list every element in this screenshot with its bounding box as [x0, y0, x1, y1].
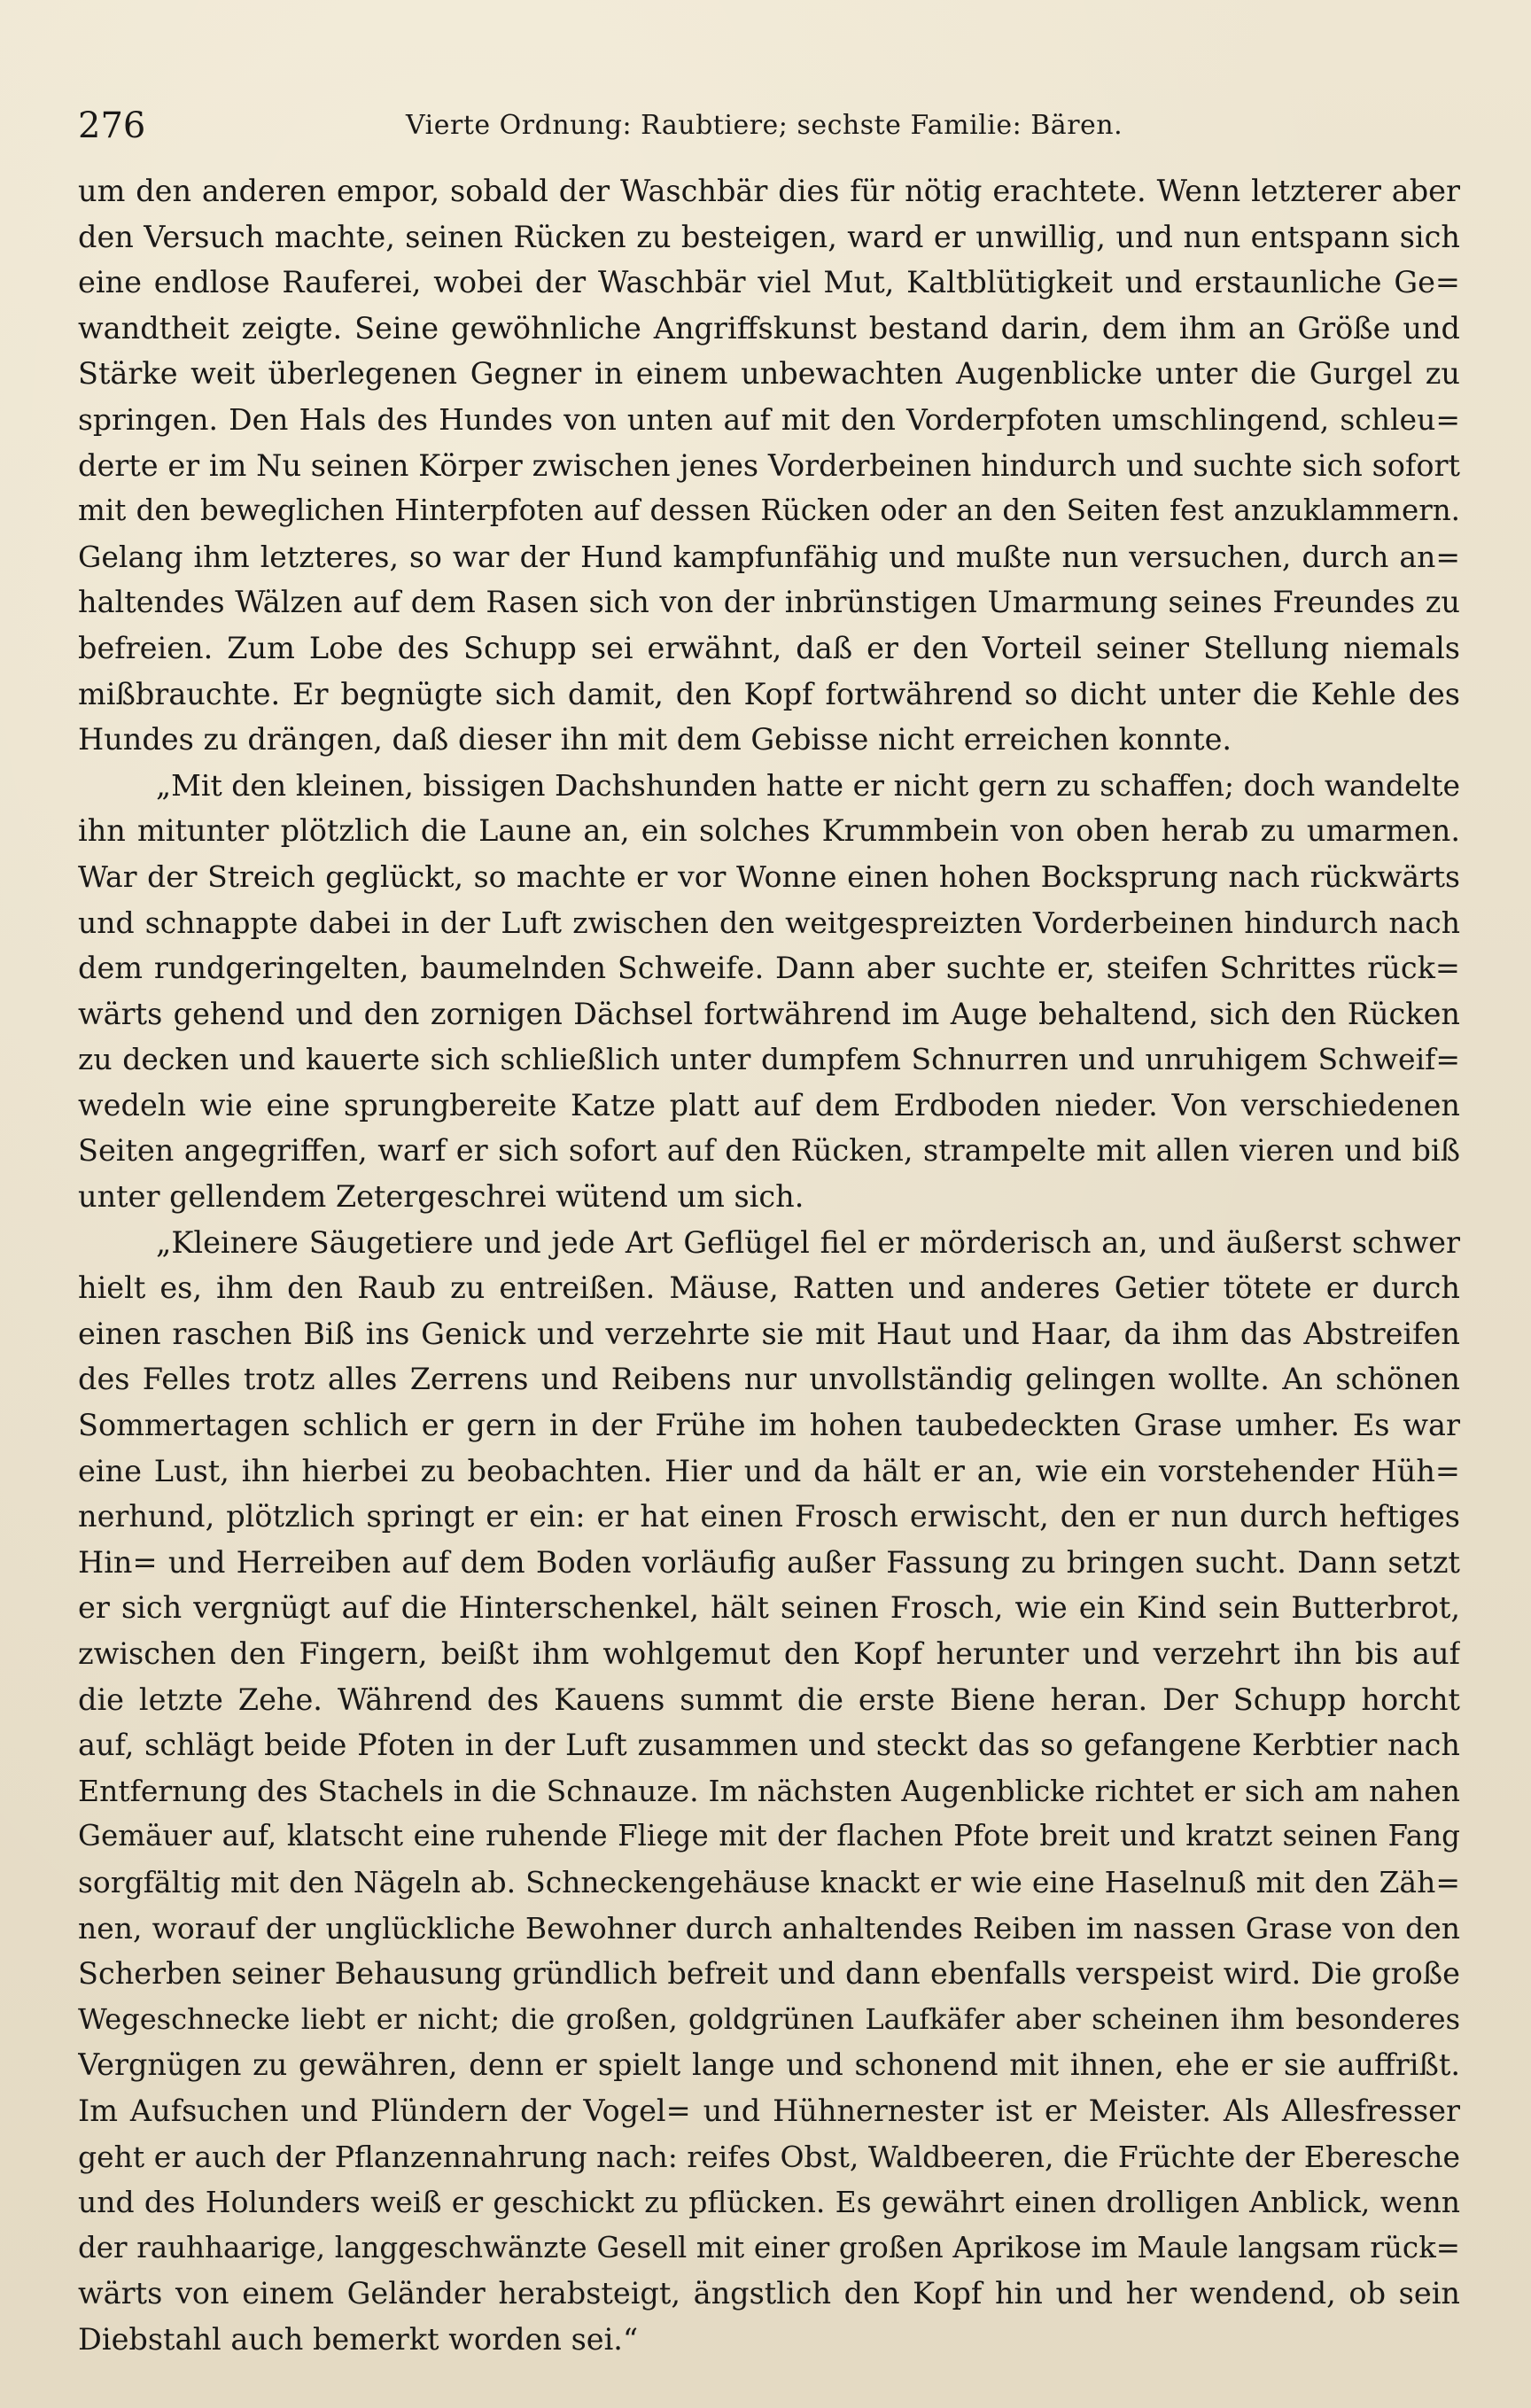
text-line: mit den beweglichen Hinterpfoten auf dessen Rücken oder an den Seiten fest anzuklammern.	[78, 493, 1460, 528]
paragraph	[78, 1220, 1460, 2363]
text-line: er sich vergnügt auf die Hinterschenkel, hält seinen Frosch, wie ein Kind sein Butterbrot,	[78, 1590, 1460, 1626]
text-line: der rauhhaarige, langgeschwänzte Gesell mit einer großen Aprikose im Maule langsam rück=	[78, 2230, 1460, 2264]
text-line: Wegeschnecke liebt er nicht; die großen, goldgrünen Laufkäfer aber scheinen ihm besonderes	[78, 2001, 1460, 2036]
text-line: wandtheit zeigte. Seine gewöhnliche Angriffskunst bestand darin, dem ihm an Größe und	[78, 310, 1460, 346]
running-title: Vierte Ordnung: Raubtiere; sechste Familie: Bären.	[406, 110, 1123, 141]
text-line: zwischen den Fingern, beißt ihm wohlgemut den Kopf herunter und verzehrt ihn bis auf	[78, 1636, 1460, 1671]
text-line: Diebstahl auch bemerkt worden sei.“	[78, 2321, 639, 2357]
text-line: Stärke weit überlegenen Gegner in einem unbewachten Augenblicke unter die Gurgel zu	[78, 356, 1460, 392]
text-line: dem rundgeringelten, baumelnden Schweife. Dann aber suchte er, steifen Schrittes rück=	[78, 951, 1460, 986]
text-line: Vergnügen zu gewähren, denn er spielt lange und schonend mit ihnen, ehe er sie auffrißt.	[78, 2047, 1460, 2083]
text-line: wärts von einem Geländer herabsteigt, ängstlich den Kopf hin und her wendend, ob sein	[78, 2276, 1460, 2311]
text-line: Sommertagen schlich er gern in der Frühe im hohen taubedeckten Grase umher. Es war	[78, 1408, 1460, 1443]
paragraph	[78, 763, 1460, 1220]
text-line: geht er auch der Pflanzennahrung nach: reifes Obst, Waldbeeren, die Früchte der Eberesche	[78, 2139, 1460, 2174]
page-number: 276	[78, 105, 146, 146]
text-line: des Felles trotz alles Zerrens und Reibens nur unvollständig gelingen wollte. An schönen	[78, 1362, 1460, 1397]
text-line: Gemäuer auf, klatscht eine ruhende Fliege mit der flachen Pfote breit und kratzt seinen Fang	[78, 1819, 1460, 1853]
text-line: unter gellendem Zetergeschrei wütend um sich.	[78, 1179, 804, 1215]
text-line: wedeln wie eine sprungbereite Katze platt auf dem Erdboden nieder. Von verschiedenen	[78, 1087, 1460, 1122]
text-line: Hin= und Herreiben auf dem Boden vorläufig außer Fassung zu bringen sucht. Dann setzt	[78, 1544, 1460, 1580]
paragraph	[78, 168, 1460, 763]
text-line: um den anderen empor, sobald der Waschbär dies für nötig erachtete. Wenn letzterer aber	[78, 174, 1460, 208]
text-line: einen raschen Biß ins Genick und verzehrte sie mit Haut und Haar, da ihm das Abstreifen	[78, 1316, 1460, 1351]
text-line: Gelang ihm letzteres, so war der Hund kampfunfähig und mußte nun versuchen, durch an=	[78, 539, 1460, 574]
text-line: „Mit den kleinen, bissigen Dachshunden hatte er nicht gern zu schaffen; doch wandelte	[156, 767, 1460, 803]
text-line: auf, schlägt beide Pfoten in der Luft zusammen und steckt das so gefangene Kerbtier nach	[78, 1728, 1460, 1763]
text-line: War der Streich geglückt, so machte er vor Wonne einen hohen Bocksprung nach rückwärts	[78, 858, 1460, 894]
text-line: haltendes Wälzen auf dem Rasen sich von der inbrünstigen Umarmung seines Freundes zu	[78, 585, 1460, 620]
text-line: „Kleinere Säugetiere und jede Art Geflügel fiel er mörderisch an, und äußerst schwer	[156, 1224, 1460, 1260]
text-line: springen. Den Hals des Hundes von unten auf mit den Vorderpfoten umschlingend, schleu=	[78, 401, 1460, 437]
text-line: nen, worauf der unglückliche Bewohner durch anhaltendes Reiben im nassen Grase von den	[78, 1910, 1460, 1946]
text-line: zu decken und kauerte sich schließlich unter dumpfem Schnurren und unruhigem Schweif=	[78, 1042, 1460, 1077]
text-line: eine endlose Rauferei, wobei der Waschbär viel Mut, Kaltblütigkeit und erstaunliche Ge=	[78, 265, 1460, 300]
text-line: sorgfältig mit den Nägeln ab. Schneckengehäuse knackt er wie eine Haselnuß mit den Zäh=	[78, 1864, 1460, 1899]
text-line: derte er im Nu seinen Körper zwischen jenes Vorderbeinen hindurch und suchte sich sofort	[78, 447, 1460, 483]
text-line: den Versuch machte, seinen Rücken zu besteigen, ward er unwillig, und nun entspann sich	[78, 219, 1460, 254]
page-header	[78, 99, 1460, 152]
text-line: wärts gehend und den zornigen Dächsel fortwährend im Auge behaltend, sich den Rücken	[78, 996, 1460, 1031]
text-line: eine Lust, ihn hierbei zu beobachten. Hier und da hält er an, wie ein vorstehender Hüh=	[78, 1453, 1460, 1488]
body-text	[78, 168, 1460, 2363]
text-line: Seiten angegriffen, warf er sich sofort auf den Rücken, strampelte mit allen vieren und biß	[78, 1133, 1460, 1169]
text-line: nerhund, plötzlich springt er ein: er hat einen Frosch erwischt, den er nun durch heftiges	[78, 1499, 1460, 1534]
text-line: mißbrauchte. Er begnügte sich damit, den Kopf fortwährend so dicht unter die Kehle des	[78, 676, 1460, 711]
text-line: und schnappte dabei in der Luft zwischen den weitgespreizten Vorderbeinen hindurch nach	[78, 905, 1460, 940]
text-line: befreien. Zum Lobe des Schupp sei erwähnt, daß er den Vorteil seiner Stellung niemals	[78, 630, 1460, 665]
text-line: die letzte Zehe. Während des Kauens summt die erste Biene heran. Der Schupp horcht	[78, 1682, 1460, 1717]
text-line: Entfernung des Stachels in die Schnauze. Im nächsten Augenblicke richtet er sich am nahen	[78, 1773, 1460, 1808]
text-line: und des Holunders weiß er geschickt zu pflücken. Es gewährt einen drolligen Anblick, wenn	[78, 2185, 1460, 2220]
text-line: Im Aufsuchen und Plündern der Vogel= und Hühnernester ist er Meister. Als Allesfresser	[78, 2093, 1460, 2128]
text-line: Hundes zu drängen, daß dieser ihn mit dem Gebisse nicht erreichen konnte.	[78, 722, 1232, 757]
text-line: hielt es, ihm den Raub zu entreißen. Mäuse, Ratten und anderes Getier tötete er durch	[78, 1270, 1460, 1306]
text-line: Scherben seiner Behausung gründlich befreit und dann ebenfalls verspeist wird. Die große	[78, 1956, 1460, 1992]
text-line: ihn mitunter plötzlich die Laune an, ein solches Krummbein von oben herab zu umarmen.	[78, 813, 1460, 849]
